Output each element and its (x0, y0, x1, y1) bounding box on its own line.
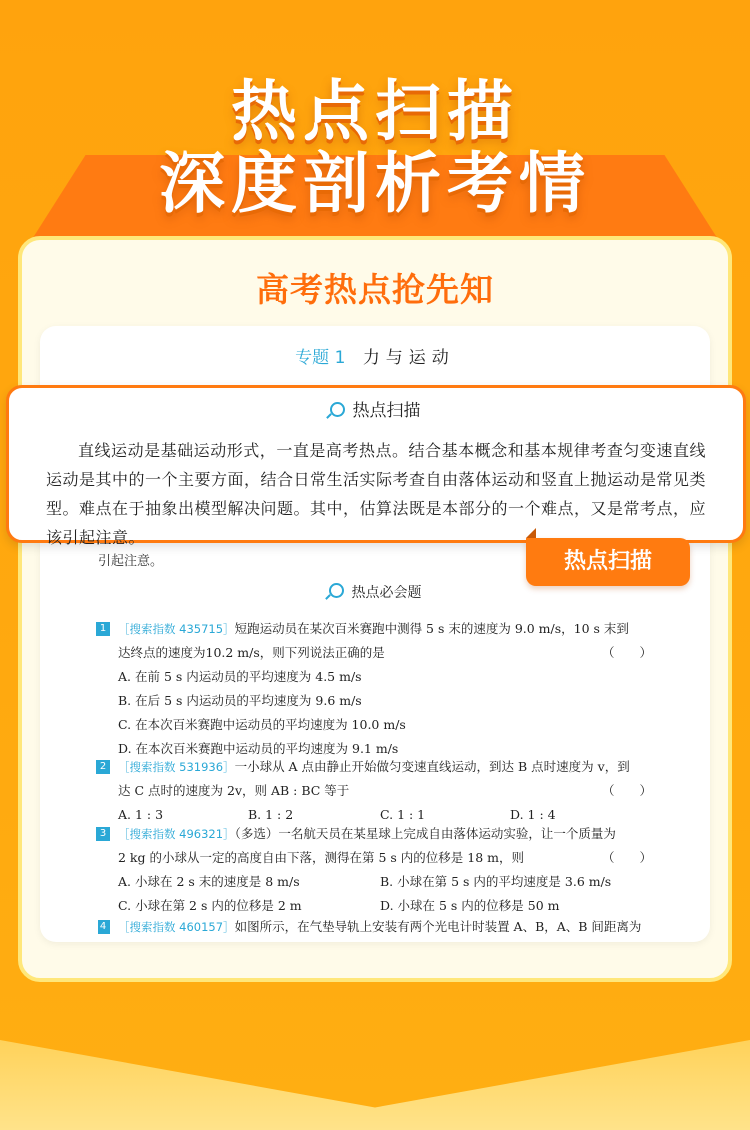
headline-line-2: 深度剖析考情 (159, 145, 591, 222)
magnifier-icon (330, 402, 345, 417)
question-text-line-2: 2 kg 的小球从一定的高度自由下落，测得在第 5 s 内的位移是 18 m，则 (118, 850, 524, 865)
topic-heading (0, 343, 750, 368)
question-text-line-2: 达 C 点时的速度为 2v，则 AB : BC 等于 (118, 783, 350, 798)
question-text: （多选）一名航天员在某星球上完成自由落体运动实验，让一个质量为 (234, 826, 616, 841)
must-know-heading-text: 热点必会题 (351, 585, 422, 601)
search-index: ［搜索指数 460157］ (118, 920, 235, 934)
question-line (118, 915, 641, 939)
question-line (118, 822, 616, 846)
option-c: C. 小球在第 2 s 内的位移是 2 m (118, 898, 302, 913)
question-number-badge: 4 (98, 920, 110, 934)
question-3 (98, 822, 658, 918)
search-index: ［搜索指数 531936］ (118, 760, 235, 774)
question-line (118, 617, 629, 641)
answer-paren: （ ） (601, 645, 652, 660)
answer-paren: （ ） (601, 783, 652, 798)
question-number-badge: 3 (96, 827, 110, 841)
option-a: A. 小球在 2 s 末的速度是 8 m/s (118, 874, 300, 889)
magnifier-icon (329, 583, 344, 598)
headline-line-1: 热点扫描 (231, 73, 519, 150)
option-d: D. 在本次百米赛跑中运动员的平均速度为 9.1 m/s (118, 741, 399, 756)
option-d: D. 1 : 4 (510, 807, 556, 822)
topic-number: 专题 1 (295, 348, 346, 368)
panel-title: 高考热点抢先知 (256, 270, 494, 309)
hot-scan-tag: 热点扫描 (526, 538, 690, 586)
option-c: C. 在本次百米赛跑中运动员的平均速度为 10.0 m/s (118, 717, 406, 732)
question-text: 短跑运动员在某次百米赛跑中测得 5 s 末的速度为 9.0 m/s，10 s 末到 (234, 621, 629, 636)
search-index: ［搜索指数 496321］ (118, 827, 235, 841)
option-b: B. 小球在第 5 s 内的平均速度是 3.6 m/s (380, 874, 612, 889)
must-know-heading (0, 582, 750, 602)
option-b: B. 1 : 2 (248, 807, 294, 822)
page-text-fragment: 引起注意。 (98, 554, 164, 569)
option-b: B. 在后 5 s 内运动员的平均速度为 9.6 m/s (118, 693, 362, 708)
option-d: D. 小球在 5 s 内的位移是 50 m (380, 898, 560, 913)
answer-paren: （ ） (601, 850, 652, 865)
question-number-badge: 2 (96, 760, 110, 774)
option-a: A. 1 : 3 (118, 807, 164, 822)
question-text: 如图所示，在气垫导轨上安装有两个光电计时装置 A、B，A、B 间距离为 (234, 919, 642, 934)
question-2 (98, 755, 658, 827)
question-number-badge: 1 (96, 622, 110, 636)
topic-name: 力与运动 (362, 348, 455, 368)
option-c: C. 1 : 1 (380, 807, 426, 822)
question-line (118, 755, 630, 779)
question-4 (98, 915, 658, 939)
callout-body: 直线运动是基础运动形式，一直是高考热点。结合基本概念和基本规律考查匀变速直线运动是其中的一个主要方面，结合日常生活实际考查自由落体运动和竖直上抛运动是常见类型。难点在于抽象出模型解决问题。其中，估算法既是本部分的一个难点，又是常考点，应该引起注意。 (46, 441, 707, 547)
option-a: A. 在前 5 s 内运动员的平均速度为 4.5 m/s (118, 669, 362, 684)
question-text: 一小球从 A 点由静止开始做匀变速直线运动，到达 B 点时速度为 v，到 (234, 759, 630, 774)
question-text-line-2: 达终点的速度为10.2 m/s，则下列说法正确的是 (118, 645, 385, 660)
callout-heading-text: 热点扫描 (352, 401, 421, 421)
search-index: ［搜索指数 435715］ (118, 622, 235, 636)
callout-heading (0, 396, 750, 421)
question-1 (98, 617, 658, 756)
